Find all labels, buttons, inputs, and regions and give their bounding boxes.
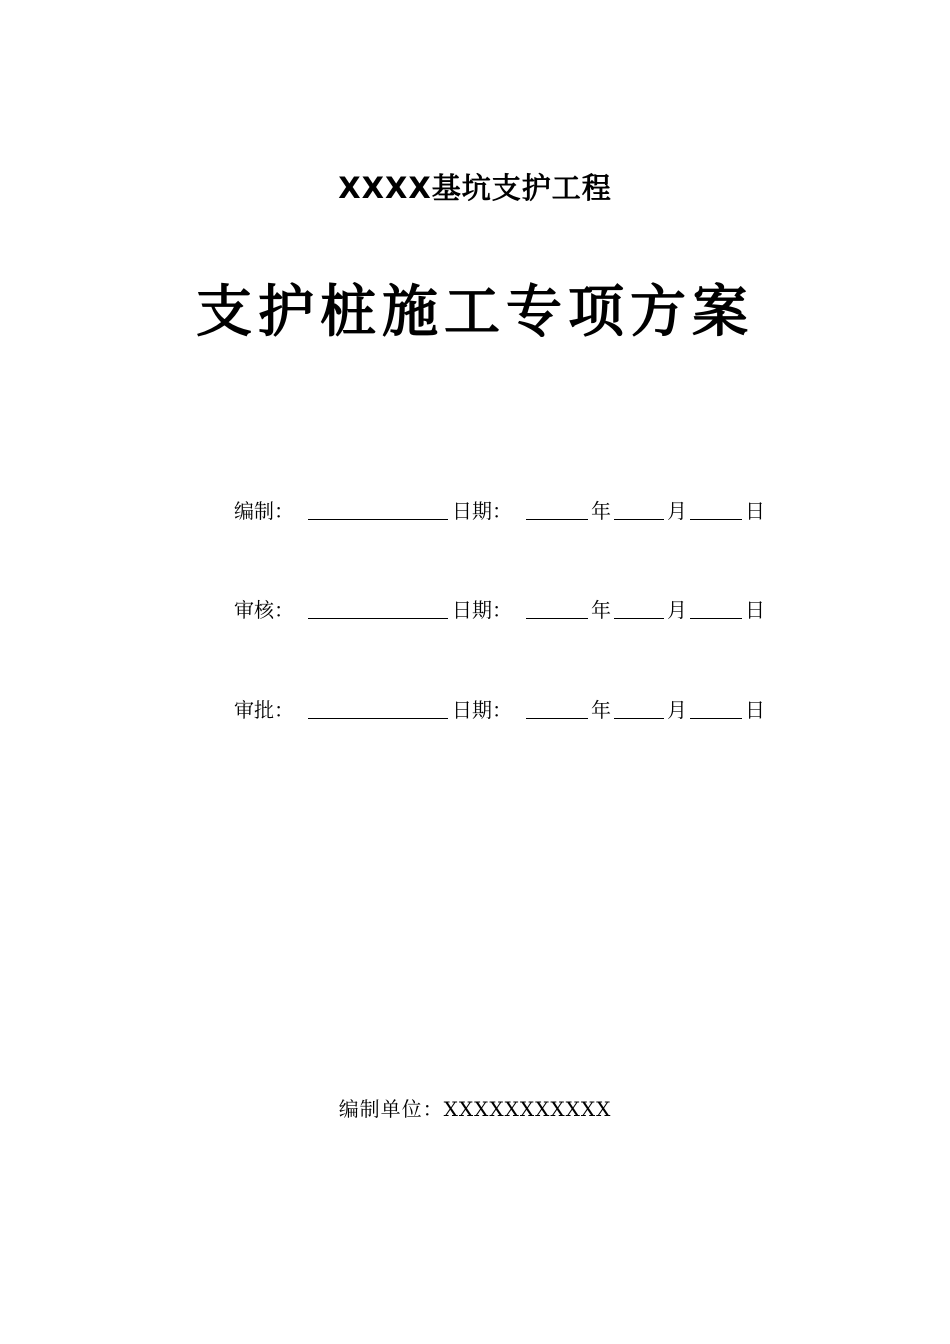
day-blank-line [690,718,742,719]
day-label: 日 [745,499,765,523]
year-blank-line [526,718,588,719]
row-label: 审核： [234,598,294,622]
signature-blank-line [308,618,448,619]
row-label: 编制： [234,499,294,523]
month-blank-line [614,519,664,520]
signature-row-approve [234,695,774,725]
signature-row-compile [234,496,774,526]
project-name: XXXX基坑支护工程 [338,171,612,205]
year-blank-line [526,618,588,619]
year-label: 年 [591,698,611,722]
date-label: 日期： [452,598,512,622]
day-blank-line [690,519,742,520]
signature-blank-line [308,718,448,719]
document-title: 支护桩施工专项方案 [196,280,754,345]
month-blank-line [614,618,664,619]
date-label: 日期： [452,499,512,523]
day-blank-line [690,618,742,619]
year-blank-line [526,519,588,520]
day-label: 日 [745,598,765,622]
month-label: 月 [667,698,687,722]
year-label: 年 [591,598,611,622]
month-label: 月 [667,598,687,622]
signature-row-review [234,595,774,625]
date-label: 日期： [452,698,512,722]
row-label: 审批： [234,698,294,722]
compiler-unit: 编制单位：XXXXXXXXXXX [338,1097,612,1121]
year-label: 年 [591,499,611,523]
day-label: 日 [745,698,765,722]
signature-blank-line [308,519,448,520]
month-label: 月 [667,499,687,523]
month-blank-line [614,718,664,719]
